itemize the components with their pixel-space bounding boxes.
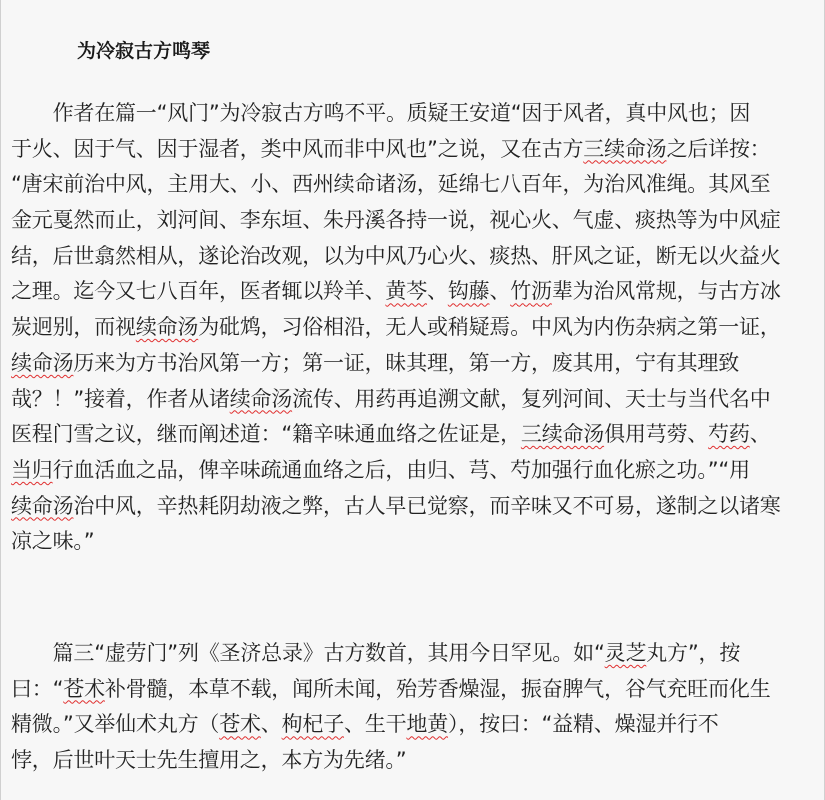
text-line — [11, 96, 819, 132]
text-line — [11, 132, 819, 168]
spellcheck-term: 续命汤 — [11, 493, 74, 518]
spellcheck-term: 竹沥 — [510, 279, 552, 304]
text-segment: 炭迥别，而视 — [11, 315, 136, 340]
text-segment: 作者在篇一“风门”为冷寂古方鸣不平。质疑王安道“因于风者，真中风也；因 — [11, 101, 751, 125]
text-line — [11, 489, 819, 525]
spellcheck-term: 当归 — [11, 457, 53, 482]
text-line — [11, 417, 819, 453]
paragraph-wind — [11, 96, 819, 560]
text-line — [11, 239, 819, 275]
spellcheck-term: 苍术 — [63, 676, 105, 701]
spellcheck-term: 地黄 — [406, 712, 449, 737]
text-segment: 篇三“虚劳门”列《圣济总录》古方数首，其用今日罕见。如“ — [11, 641, 605, 665]
paragraph-deficiency — [11, 636, 819, 779]
text-segment: 历来为方书治风第一方；第一证，昧其理，第一方，废其用，宁有其理致 — [73, 350, 740, 375]
text-segment: 医程门雪之议，继而阐述道：“籍辛味通血络之佐证是， — [11, 422, 521, 447]
text-segment: 悖，后世叶天士先生擅用之，本方为先绪。” — [11, 748, 407, 773]
spellcheck-term: 续命汤 — [135, 315, 199, 340]
article-heading: 为冷寂古方鸣琴 — [77, 40, 211, 62]
text-segment: 流传、用药再追溯文献，复列河间、天士与当代名中 — [292, 386, 771, 411]
text-segment: 辈为治风常规，与古方冰 — [551, 279, 781, 304]
text-segment: 精微。”又举仙术丸方（ — [11, 712, 220, 737]
spellcheck-term: 三续命汤 — [520, 422, 605, 447]
text-segment: 之理。迄今又七八百年，医者辄以羚羊、 — [11, 279, 386, 304]
text-segment: 、 — [489, 279, 511, 304]
spellcheck-term: 续命汤 — [229, 386, 293, 411]
text-segment: 俱用芎䓖、 — [604, 422, 709, 447]
text-segment: 哉？！”接着，作者从诸 — [11, 386, 230, 411]
spellcheck-term: 苍术 — [219, 712, 261, 737]
text-segment: 为砒鸩，习俗相沿，无人或稍疑焉。中风为内伤杂病之第一证， — [198, 315, 781, 340]
text-line — [11, 743, 819, 779]
text-line — [11, 167, 819, 203]
text-line — [11, 310, 819, 346]
text-segment: 凉之味。” — [11, 529, 95, 554]
text-segment: 金元戛然而止，刘河间、李东垣、朱丹溪各持一说，视心火、气虚、痰热等为中风症 — [11, 208, 781, 233]
spellcheck-term: 三续命汤 — [583, 136, 667, 161]
text-segment: “唐宋前治中风，主用大、小、西州续命诸汤，延绵七八百年，为治风准绳。其风至 — [11, 172, 771, 197]
text-line — [11, 346, 819, 382]
text-segment: 、 — [427, 279, 448, 304]
text-line — [11, 453, 819, 489]
text-line — [11, 672, 819, 708]
spellcheck-term: 芍药 — [708, 422, 750, 447]
text-segment: 、生干 — [344, 712, 407, 737]
text-line — [11, 636, 819, 672]
text-line — [11, 382, 819, 418]
text-segment: 丸方”，按 — [646, 641, 741, 665]
text-segment: 治中风，辛热耗阴劫液之弊，古人早已觉察，而辛味又不可易，遂制之以诸寒 — [73, 493, 781, 518]
text-segment: 之后详按： — [666, 136, 771, 161]
text-line — [11, 274, 819, 310]
text-line — [11, 524, 819, 560]
text-segment: 补骨髓，本草不载，闻所未闻，殆芳香燥湿，振奋脾气，谷气充旺而化生 — [104, 676, 771, 701]
text-line — [11, 203, 819, 239]
spellcheck-term: 黄芩 — [385, 279, 428, 304]
text-segment: 、 — [749, 422, 771, 447]
text-line — [11, 707, 819, 743]
spellcheck-term: 灵芝 — [604, 641, 647, 665]
spellcheck-term: 续命汤 — [11, 350, 74, 375]
text-segment: 、 — [260, 712, 282, 737]
text-segment: 结，后世翕然相从，遂论治改观，以为中风乃心火、痰热、肝风之证，断无以火益火 — [11, 243, 781, 268]
spellcheck-term: 钩藤 — [447, 279, 490, 304]
text-segment: 曰：“ — [11, 676, 64, 701]
text-segment: 行血活血之品，俾辛味疏通血络之后，由归、芎、芍加强行血化瘀之功。”“用 — [52, 457, 750, 482]
spellcheck-term: 枸杞子 — [281, 712, 345, 737]
text-segment: 于火、因于气、因于湿者，类中风而非中风也”之说，又在古方 — [11, 136, 584, 161]
text-segment: ），按曰：“益精、燥湿并行不 — [448, 712, 719, 737]
